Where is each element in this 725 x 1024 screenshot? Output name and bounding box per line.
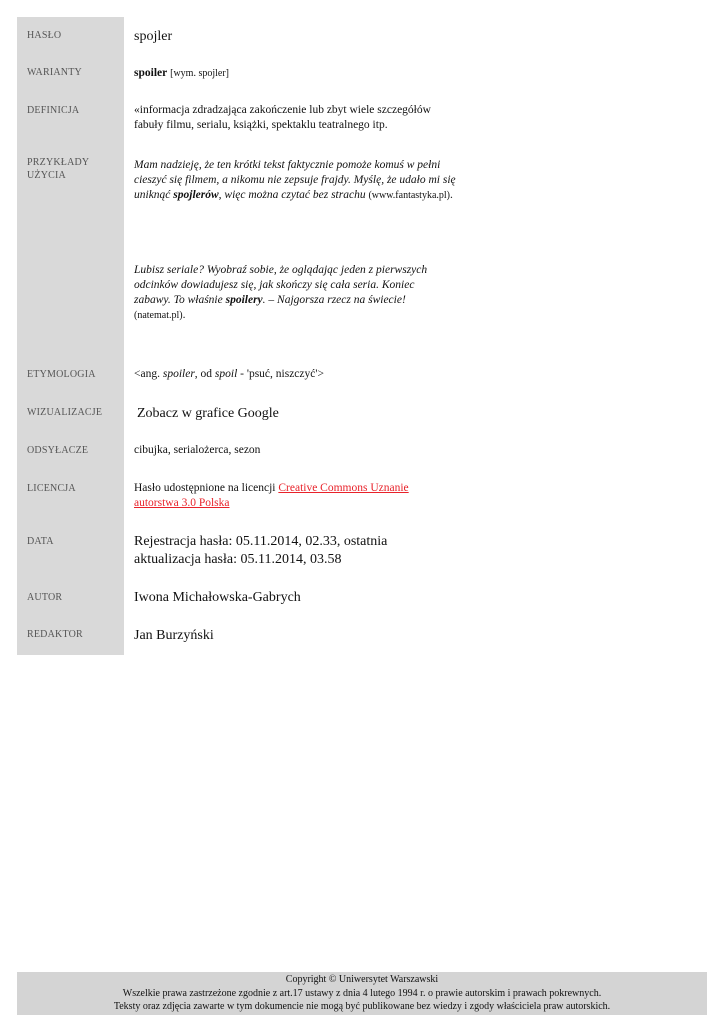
variant-pronunciation: [wym. spojler] [170, 68, 229, 79]
etymology-word: spoiler [162, 368, 195, 380]
footer-notice: Teksty oraz zdjęcia zawarte w tym dokumencie nie mogą być publikowane bez wiedzy i zgody właściciela praw autorskich. [113, 1001, 611, 1012]
variant-word: spoiler [134, 67, 168, 79]
label-etymologia: ETYMOLOGIA [27, 369, 96, 380]
license-link[interactable]: Creative Commons Uznanie autorstwa 3.0 Polska [134, 482, 409, 509]
editor: Jan Burzyński [134, 628, 214, 643]
label-warianty: WARIANTY [27, 67, 82, 78]
label-licencja: LICENCJA [27, 483, 76, 494]
label-redaktor: REDAKTOR [27, 629, 83, 640]
author: Iwona Michałowska-Gabrych [134, 590, 301, 605]
label-odsylacze: ODSYŁACZE [27, 445, 89, 456]
etymology-open: <ang. [134, 368, 163, 380]
google-images-link[interactable]: Zobacz w grafice Google [137, 406, 279, 421]
footer-rights: Wszelkie prawa zastrzeżone zgodnie z art.17 ustawy z dnia 4 lutego 1994 r. o prawie autorskim i prawach pokrewnych. [122, 987, 602, 999]
label-przyklady [27, 156, 122, 182]
label-haslo: HASŁO [27, 30, 62, 41]
license-text: Hasło udostępnione na licencji [134, 482, 279, 494]
example-2-source: (natemat.pl) [134, 310, 183, 321]
footer-copyright: Copyright © Uniwersytet Warszawski [285, 974, 439, 985]
etymology-mid: , od [194, 368, 215, 380]
headword: spojler [134, 29, 173, 44]
example-2 [134, 263, 439, 323]
label-przyklady-line1: PRZYKŁADY [27, 157, 90, 168]
label-data: DATA [27, 536, 54, 547]
label-wizualizacje: WIZUALIZACJE [27, 407, 103, 418]
label-autor: AUTOR [27, 592, 63, 603]
example-2-text: Lubisz seriale? Wyobraź sobie, że oglądając jeden z pierwszych odcinków dowiadujesz się, jak skończy się cała seria. Koniec zabawy. To właśnie [134, 264, 428, 306]
example-1-keyword: spojlerów [173, 189, 219, 201]
etymology-root: spoil [214, 368, 238, 380]
cross-references: cibujka, serialożerca, sezon [134, 444, 261, 456]
etymology [134, 367, 464, 382]
etymology-meaning: - 'psuć, niszczyć'> [237, 368, 324, 380]
label-przyklady-line2: UŻYCIA [27, 170, 66, 181]
license [134, 481, 434, 511]
example-1 [134, 158, 456, 203]
example-1-period: . [450, 189, 453, 201]
example-2-keyword: spoilery [225, 294, 263, 306]
label-definicja: DEFINICJA [27, 105, 80, 116]
example-2-text-end: . – Najgorsza rzecz na świecie! [262, 294, 406, 306]
example-2-period: . [182, 309, 186, 321]
variants [134, 66, 464, 81]
example-1-text: Mam nadzieję, że ten krótki tekst faktycznie pomoże komuś w pełni cieszyć się filmem, a nikomu nie zepsuje frajdy. Myślę, że udało mi się uniknąć [134, 159, 456, 201]
example-1-source: (www.fantastyka.pl) [368, 190, 451, 201]
entry-dates: Rejestracja hasła: 05.11.2014, 02.33, ostatnia aktualizacja hasła: 05.11.2014, 03.58 [134, 534, 388, 567]
copyright-footer [17, 972, 707, 1015]
example-1-text-end: , więc można czytać bez strachu [218, 189, 366, 201]
definition: «informacja zdradzająca zakończenie lub zbyt wiele szczegółów fabuły filmu, serialu, książki, spektaklu teatralnego itp. [134, 104, 431, 131]
